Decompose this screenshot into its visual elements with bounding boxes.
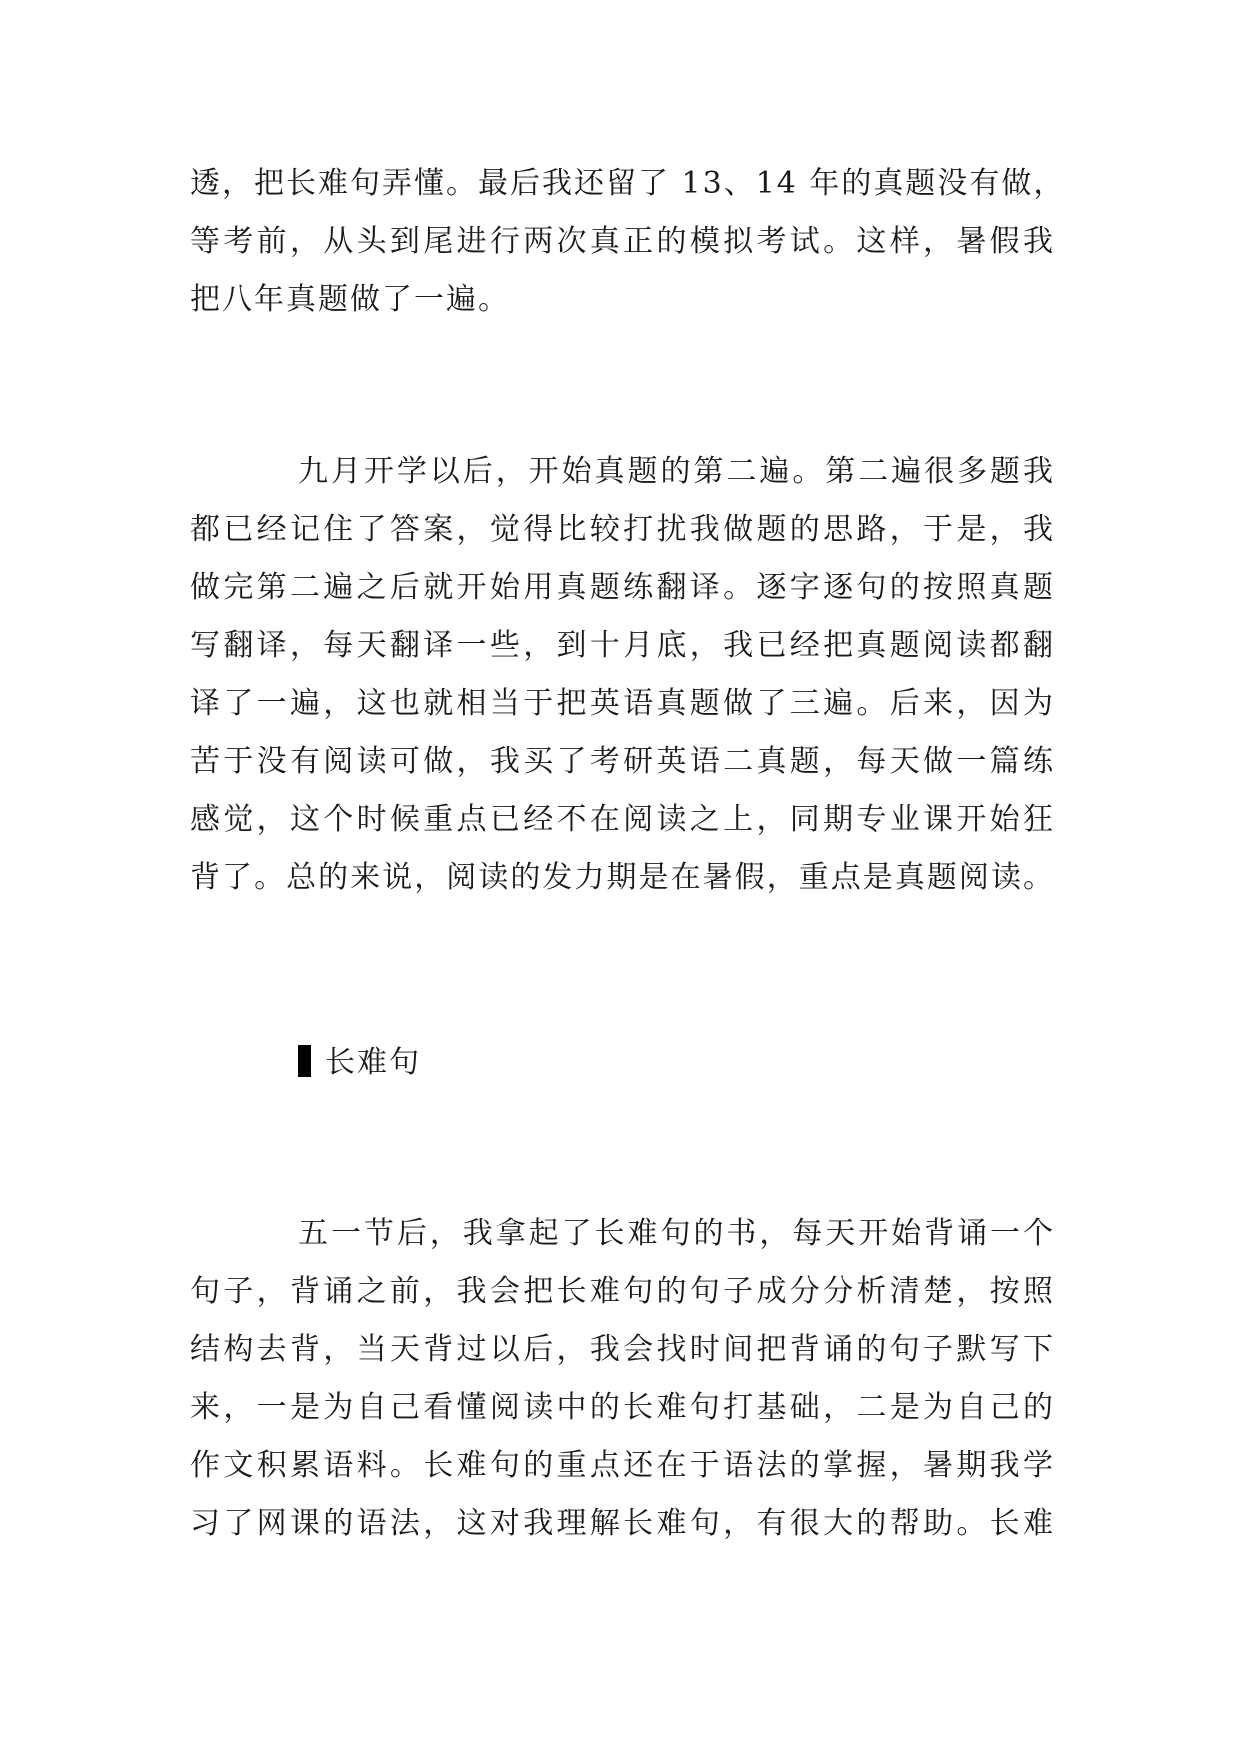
section-heading-text: 长难句	[325, 1045, 421, 1080]
heading-marker-icon	[298, 1045, 311, 1077]
paragraph-1-line-2: 等考前，从头到尾进行两次真正的模拟考试。这样，暑假我	[190, 224, 1055, 259]
paragraph-2-line-7: 感觉，这个时候重点已经不在阅读之上，同期专业课开始狂	[190, 802, 1055, 837]
paragraph-1-line-1: 透，把长难句弄懂。最后我还留了 13、14 年的真题没有做，	[190, 166, 1066, 201]
paragraph-2-line-5: 译了一遍，这也就相当于把英语真题做了三遍。后来，因为	[190, 686, 1055, 721]
paragraph-2-line-4: 写翻译，每天翻译一些，到十月底，我已经把真题阅读都翻	[190, 628, 1055, 663]
paragraph-2-line-2: 都已经记住了答案，觉得比较打扰我做题的思路，于是，我	[190, 512, 1055, 547]
paragraph-3-line-5: 作文积累语料。长难句的重点还在于语法的掌握，暑期我学	[190, 1448, 1055, 1483]
paragraph-3-line-1: 五一节后，我拿起了长难句的书，每天开始背诵一个	[298, 1216, 1055, 1251]
paragraph-3-line-3: 结构去背，当天背过以后，我会找时间把背诵的句子默写下	[190, 1332, 1055, 1367]
paragraph-2-line-1: 九月开学以后，开始真题的第二遍。第二遍很多题我	[298, 454, 1055, 489]
paragraph-3-line-6: 习了网课的语法，这对我理解长难句，有很大的帮助。长难	[190, 1506, 1055, 1541]
paragraph-3-line-2: 句子，背诵之前，我会把长难句的句子成分分析清楚，按照	[190, 1274, 1055, 1309]
paragraph-2-line-3: 做完第二遍之后就开始用真题练翻译。逐字逐句的按照真题	[190, 570, 1055, 605]
section-heading	[298, 1043, 421, 1083]
paragraph-3-line-4: 来，一是为自己看懂阅读中的长难句打基础，二是为自己的	[190, 1390, 1055, 1425]
paragraph-2-line-6: 苦于没有阅读可做，我买了考研英语二真题，每天做一篇练	[190, 744, 1055, 779]
paragraph-2-line-8: 背了。总的来说，阅读的发力期是在暑假，重点是真题阅读。	[190, 860, 1055, 895]
paragraph-1-line-3: 把八年真题做了一遍。	[190, 282, 510, 317]
